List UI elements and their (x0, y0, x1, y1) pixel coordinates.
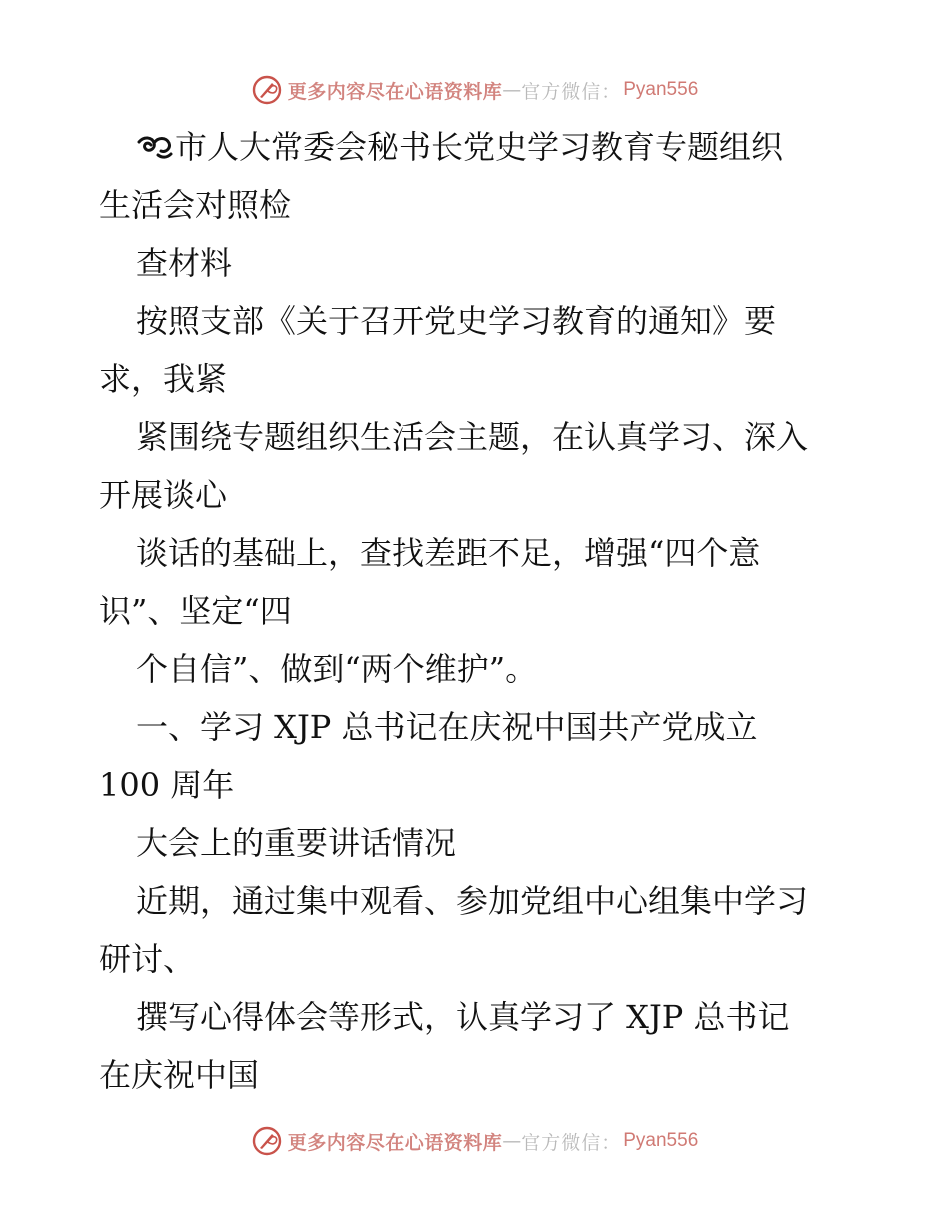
text-line-content: 撰写心得体会等形式，认真学习了 XJP 总书记 (136, 998, 790, 1036)
text-line-content: 市人大常委会秘书长党史学习教育专题组织 (175, 128, 784, 166)
text-line (99, 408, 889, 466)
text-line-content: 查材料 (136, 244, 233, 282)
banner-separator: — (502, 79, 522, 101)
text-line-content: 一、学习 XJP 总书记在庆祝中国共产党成立 (136, 708, 758, 746)
banner-separator: — (502, 1130, 522, 1152)
header-banner (0, 70, 950, 110)
text-line-content: 紧围绕专题组织生活会主题，在认真学习、深入 (136, 418, 809, 456)
text-line-content: 近期，通过集中观看、参加党组中心组集中学习 (136, 882, 809, 920)
text-line-content: 大会上的重要讲话情况 (136, 824, 457, 862)
banner-wechat-id: Pyan556 (623, 1130, 699, 1151)
banner-wechat-label: 官方微信： (521, 80, 622, 103)
text-line (99, 582, 889, 640)
footer-banner (0, 1121, 950, 1161)
flourish-glyph-icon (136, 133, 174, 161)
quill-pen-logo-icon (252, 75, 282, 105)
text-line (99, 872, 889, 930)
text-line-content: 开展谈心 (99, 476, 228, 514)
text-line-content: 求，我紧 (99, 360, 228, 398)
banner-library-text: 更多内容尽在心语资料库 (287, 80, 503, 103)
banner-library-text: 更多内容尽在心语资料库 (287, 1131, 503, 1154)
text-line (99, 350, 889, 408)
text-line-content: 识”、坚定“四 (99, 592, 292, 630)
text-line (99, 234, 889, 292)
text-line (99, 466, 889, 524)
text-line (99, 814, 889, 872)
banner-wechat-id: Pyan556 (623, 79, 699, 100)
text-line (99, 292, 889, 350)
text-line-content: 在庆祝中国 (99, 1056, 260, 1094)
text-line (99, 930, 889, 988)
text-line (99, 118, 889, 176)
text-line (99, 988, 889, 1046)
document-body (99, 118, 889, 1104)
text-line-content: 谈话的基础上，查找差距不足，增强“四个意 (136, 534, 761, 572)
text-line (99, 1046, 889, 1104)
text-line-content: 100 周年 (99, 766, 235, 804)
text-line (99, 176, 889, 234)
quill-pen-logo-icon (252, 1126, 282, 1156)
text-line (99, 756, 889, 814)
text-line (99, 698, 889, 756)
text-line (99, 524, 889, 582)
text-line-content: 生活会对照检 (99, 186, 292, 224)
text-line-content: 按照支部《关于召开党史学习教育的通知》要 (136, 302, 777, 340)
text-line-content: 研讨、 (99, 940, 196, 978)
text-line (99, 640, 889, 698)
banner-wechat-label: 官方微信： (521, 1131, 622, 1154)
text-line-content: 个自信”、做到“两个维护”。 (136, 650, 538, 688)
